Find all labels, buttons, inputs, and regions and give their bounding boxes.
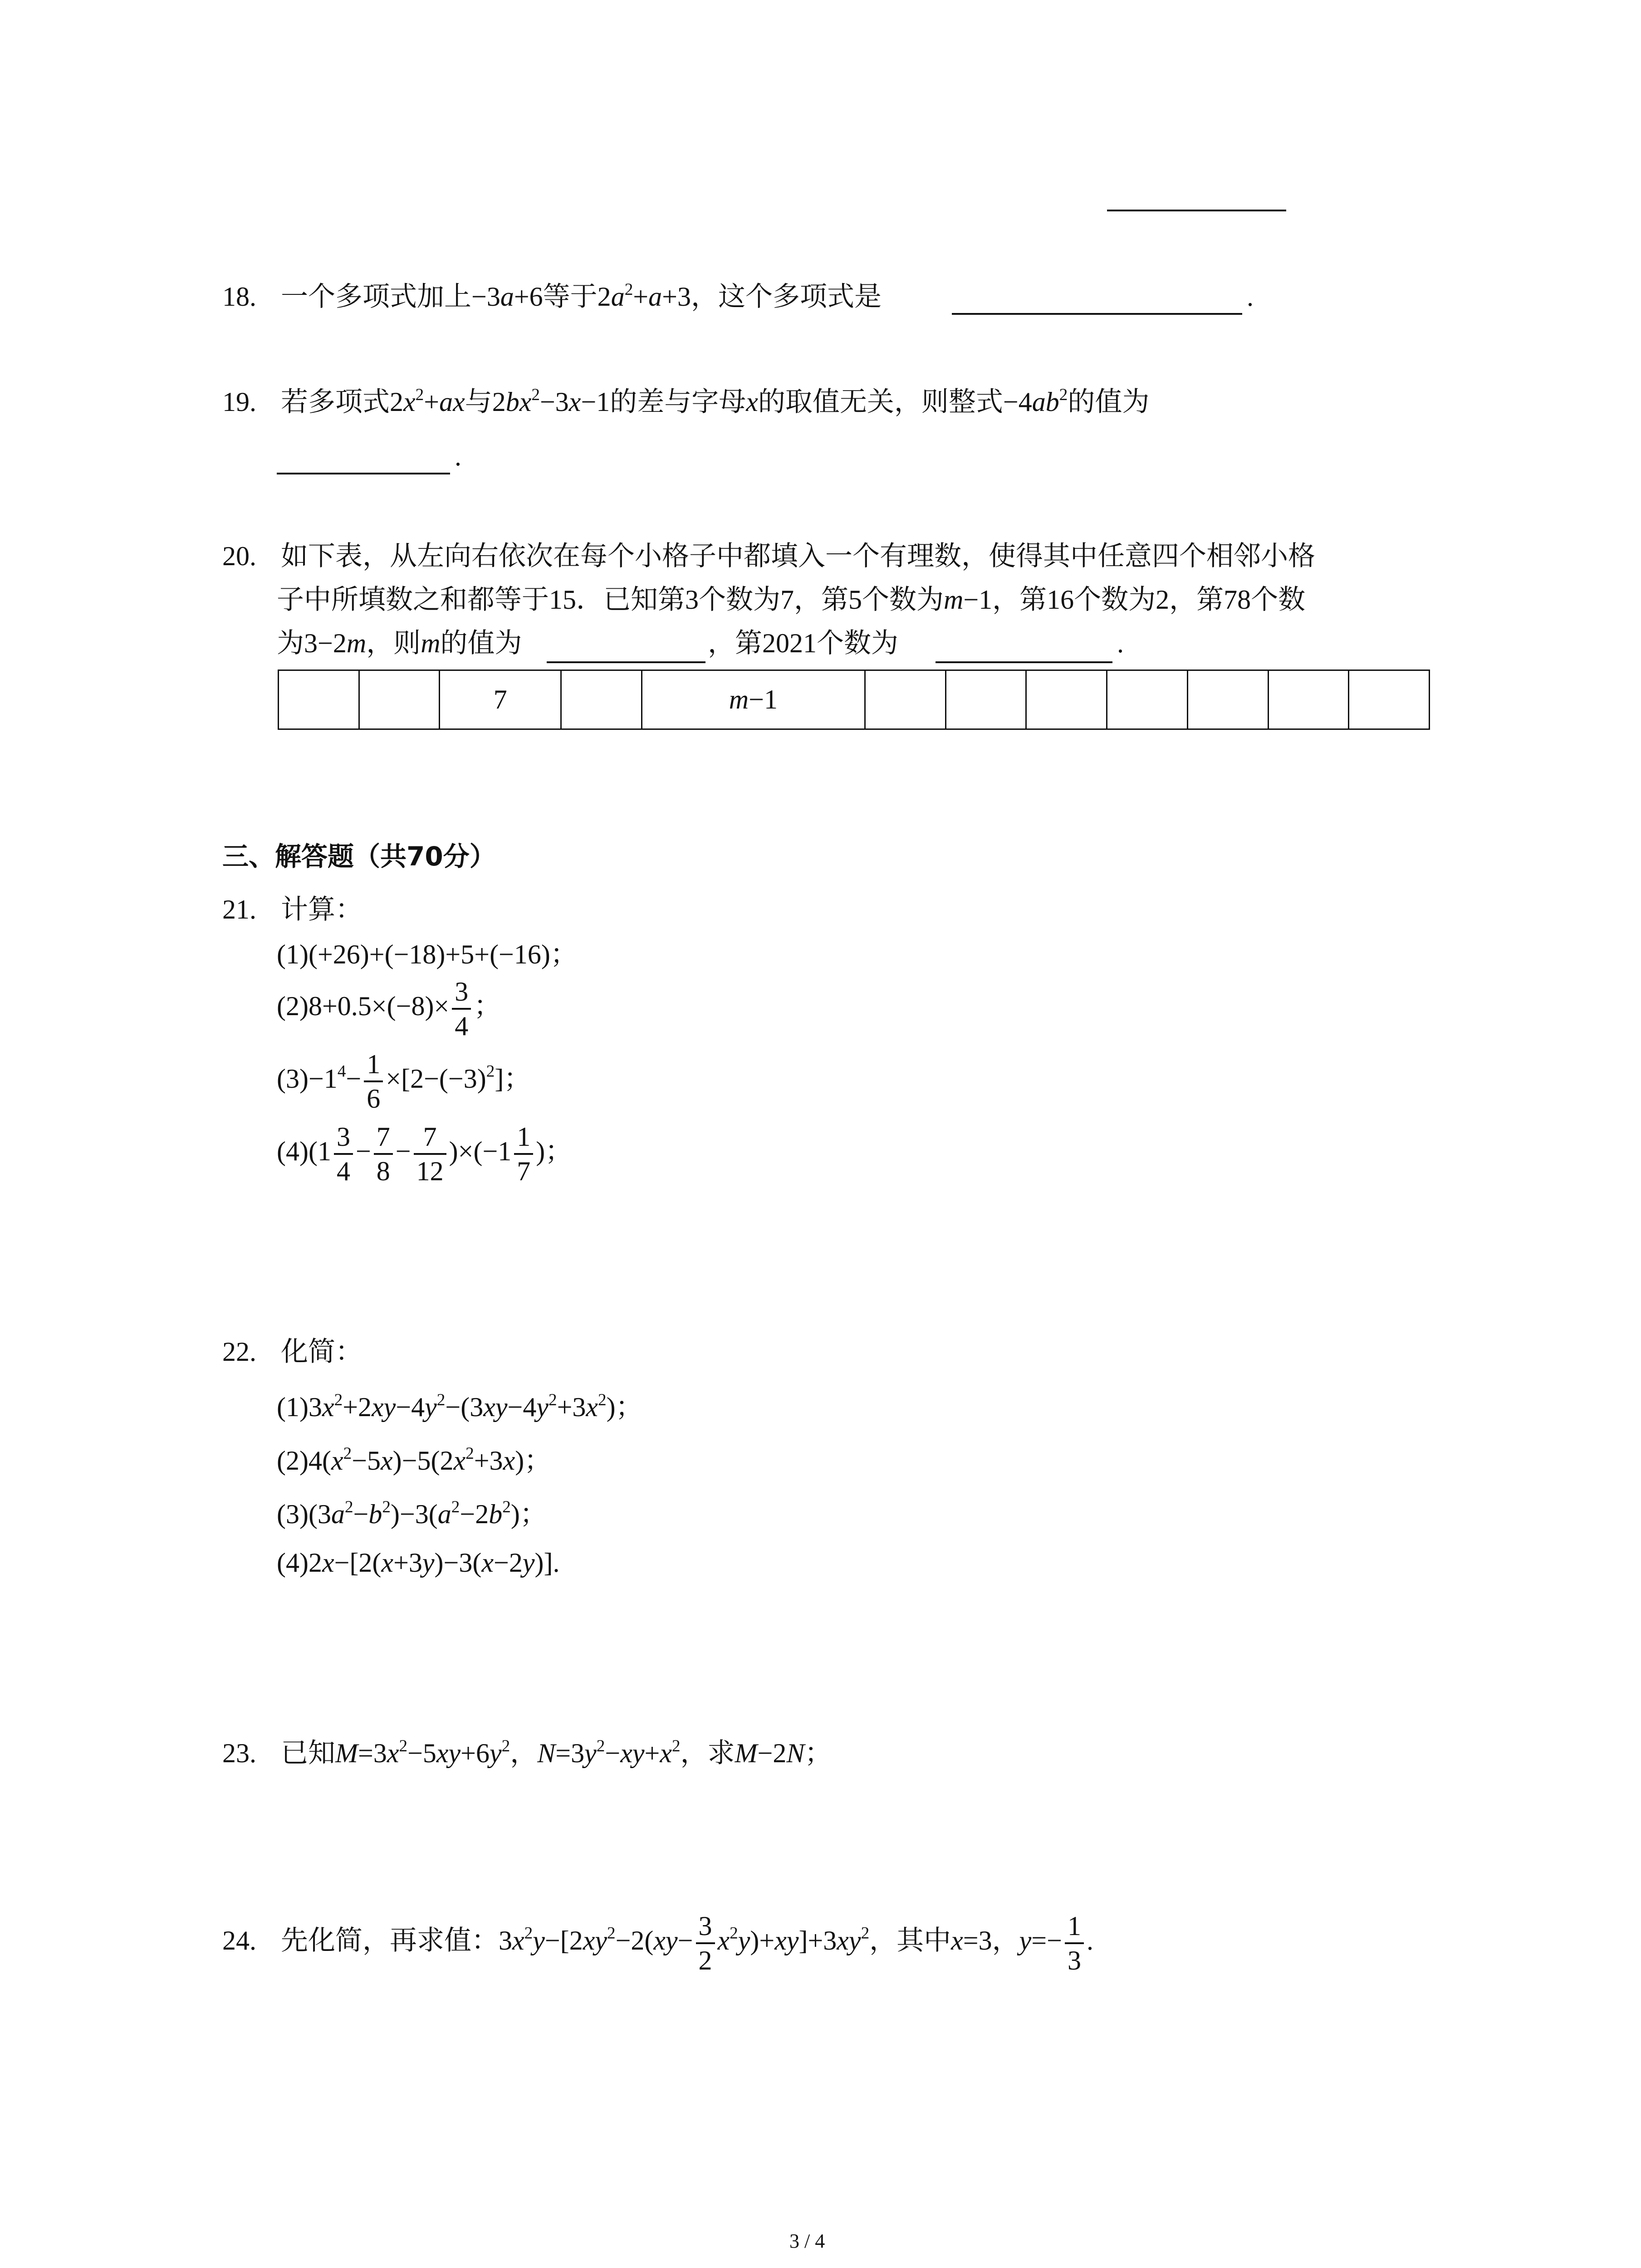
- q19-answer-blank[interactable]: [277, 473, 450, 474]
- q22-item-4: (4)2x−[2(x+3y)−3(x−2y)].: [277, 1548, 560, 1578]
- q21-item-4: (4)(1 $\frac{3}{4}$ − $\frac{7}{8}$ − $\frac{7}{12}$ )×(−1 $\frac{1}{7}$ )；: [277, 1120, 572, 1188]
- q19-period: .: [455, 441, 461, 471]
- fraction: $\frac{3}{2}$: [696, 1910, 715, 1977]
- grid-cell-12[interactable]: [1349, 670, 1430, 729]
- grid-cell-7[interactable]: [945, 670, 1026, 729]
- grid-cell-11[interactable]: [1268, 670, 1349, 729]
- q22-item-1: $(1)3x^2+2xy-4y^2-(3xy-4y^2+3x^2)$；: [277, 1390, 643, 1422]
- question-23: 23. 已知$M=3x^2-5xy+6y^2$，$N=3y^2-xy+x^2$，求M−2N；: [222, 1736, 832, 1768]
- q22-item-2: $(2)4(x^2-5x)-5(2x^2+3x)$；: [277, 1444, 552, 1476]
- q20-line-3-mid: ，第2021个数为: [708, 628, 898, 658]
- grid-cell-4[interactable]: [561, 670, 642, 729]
- fraction: $\frac{1}{7}$: [514, 1120, 533, 1188]
- section-3-title: 三、解答题（共70分）: [222, 841, 496, 872]
- fraction: $\frac{7}{12}$: [414, 1120, 446, 1188]
- q20-number-grid: [278, 670, 1430, 730]
- question-20-line-3: 为3−2m，则m的值为: [277, 628, 522, 658]
- fraction: $\frac{1}{6}$: [364, 1048, 383, 1115]
- question-20-line-1: 20. 如下表，从左向右依次在每个小格子中都填入一个有理数，使得其中任意四个相邻小格: [222, 541, 1315, 571]
- question-20-line-2: 子中所填数之和都等于15．已知第3个数为7，第5个数为m−1，第16个数为2，第78个数: [277, 585, 1306, 615]
- fraction: $\frac{3}{4}$: [452, 975, 471, 1042]
- grid-cell-2[interactable]: [359, 670, 440, 729]
- fraction: $\frac{7}{8}$: [374, 1120, 393, 1188]
- q20-answer-blank-m[interactable]: [547, 661, 705, 663]
- q18-answer-blank[interactable]: [952, 313, 1242, 315]
- grid-cell-5[interactable]: m−1: [642, 670, 865, 729]
- fraction: $\frac{1}{3}$: [1065, 1910, 1084, 1977]
- question-22-title: 22. 化简：: [222, 1337, 362, 1367]
- question-24: 24. 先化简，再求值：$3x^2y-[2xy^2-2(xy-$ $\frac{3}{2}$ $x^2y)+xy]+3xy^2$，其中x=3，y=− $\frac{1}{3}$ .: [222, 1910, 1093, 1977]
- q22-item-3: $(3)(3a^2-b^2)-3(a^2-2b^2)$；: [277, 1497, 547, 1529]
- top-answer-line: [1107, 210, 1286, 211]
- question-19: 19. 若多项式$2x^2+ax$与$2bx^2-3x-1$的差与字母x的取值无关，则整式$-4ab^2$的值为: [222, 385, 1150, 417]
- grid-cell-9[interactable]: [1107, 670, 1188, 729]
- q20-line-3-end: .: [1117, 628, 1124, 658]
- q20-answer-blank-2021[interactable]: [936, 661, 1112, 663]
- question-21-title: 21. 计算：: [222, 894, 362, 924]
- grid-cell-1[interactable]: [279, 670, 359, 729]
- grid-cell-3[interactable]: 7: [440, 670, 561, 729]
- q18-period: .: [1247, 282, 1254, 312]
- page-number: 3 / 4: [789, 2230, 825, 2252]
- grid-cell-6[interactable]: [865, 670, 946, 729]
- grid-cell-10[interactable]: [1187, 670, 1268, 729]
- fraction: $\frac{3}{4}$: [334, 1120, 353, 1188]
- q21-item-1: (1)(+26)+(−18)+5+(−16)；: [277, 939, 578, 969]
- q21-item-3: $(3)-1^4-$ $\frac{1}{6}$ $\times[2-(-3)^2]$；: [277, 1048, 531, 1115]
- question-18: 18. 一个多项式加上−3a+6等于$2a^2+a+3$，这个多项式是: [222, 280, 882, 312]
- grid-cell-8[interactable]: [1026, 670, 1107, 729]
- q21-item-2: (2)8+0.5×(−8)× $\frac{3}{4}$ ；: [277, 975, 501, 1042]
